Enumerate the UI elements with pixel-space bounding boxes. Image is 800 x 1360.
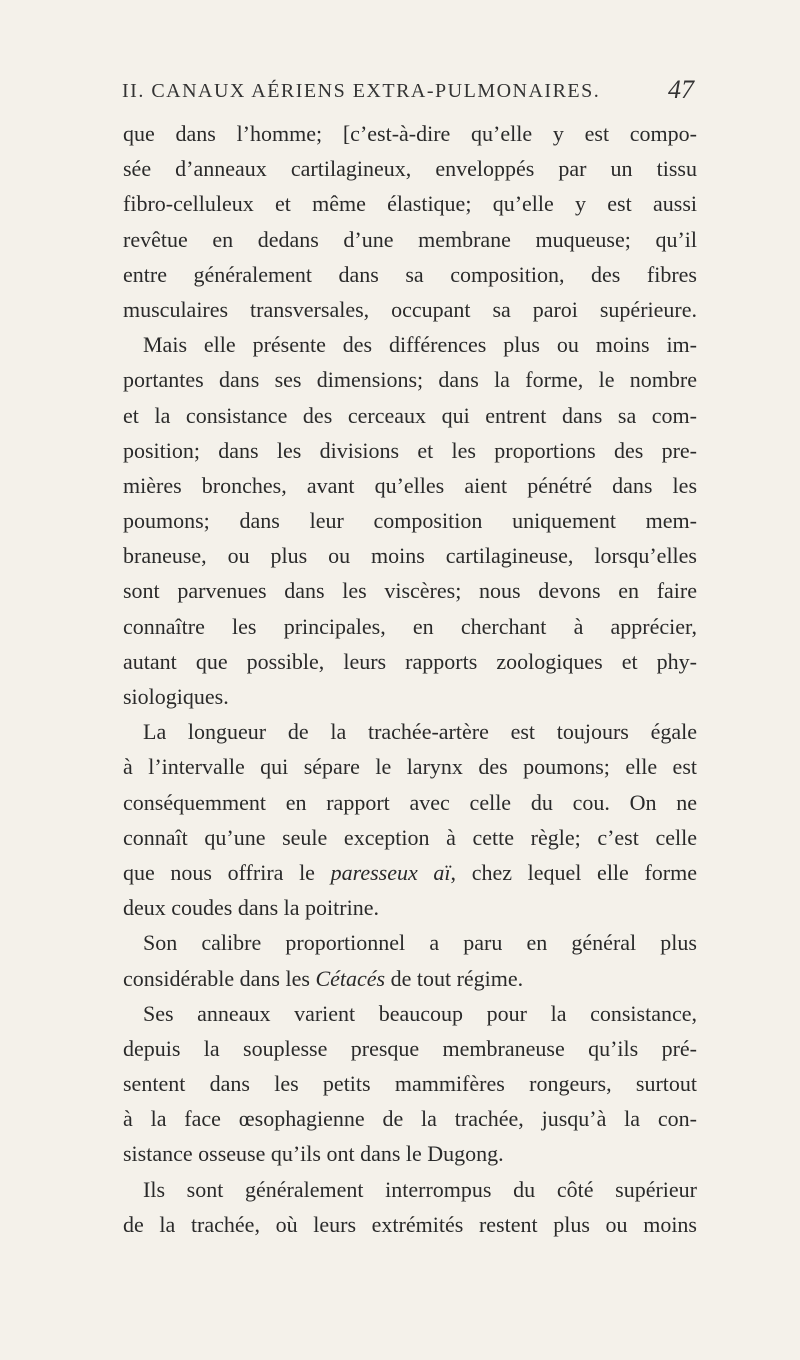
running-head xyxy=(0,75,800,112)
text-line: à la face œsophagienne de la trachée, jusqu’à la con- xyxy=(123,1106,697,1132)
body-text xyxy=(123,116,697,1242)
italic-term: Cétacés xyxy=(315,965,386,991)
italic-term: paresseux aï xyxy=(330,859,451,885)
text-line: sée d’anneaux cartilagineux, enveloppés par un tissu xyxy=(123,156,697,182)
text-line: braneuse, ou plus ou moins cartilagineuse, lorsqu’elles xyxy=(123,543,697,569)
text-line: Ses anneaux varient beaucoup pour la consistance, xyxy=(143,1000,697,1026)
text-line: Ils sont généralement interrompus du côté supérieur xyxy=(143,1176,697,1202)
text-run: de tout régime. xyxy=(385,965,524,991)
text-line xyxy=(123,855,697,890)
text-line: connaître les principales, en cherchant à apprécier, xyxy=(123,613,697,639)
text-line: entre généralement dans sa composition, des fibres xyxy=(123,261,697,287)
text-line: revêtue en dedans d’une membrane muqueuse; qu’il xyxy=(123,226,697,252)
text-line: et la consistance des cerceaux qui entrent dans sa com- xyxy=(123,402,697,428)
text-line: La longueur de la trachée-artère est toujours égale xyxy=(143,719,697,745)
text-line: sistance osseuse qu’ils ont dans le Dugong. xyxy=(123,1141,504,1167)
text-line: musculaires transversales, occupant sa paroi supérieure. xyxy=(123,296,697,322)
text-line: portantes dans ses dimensions; dans la forme, le nombre xyxy=(123,367,697,393)
running-head-title: II. CANAUX AÉRIENS EXTRA-PULMONAIRES. xyxy=(122,80,601,102)
text-line: siologiques. xyxy=(123,684,229,709)
text-line: que dans l’homme; [c’est-à-dire qu’elle y est compo- xyxy=(123,121,697,146)
text-run: considérable dans les xyxy=(123,965,316,991)
text-line: deux coudes dans la poitrine. xyxy=(123,895,379,921)
page-number: 47 xyxy=(668,75,694,104)
text-line xyxy=(123,961,697,996)
text-line: autant que possible, leurs rapports zoologiques et phy- xyxy=(123,648,697,674)
text-line: Son calibre proportionnel a paru en général plus xyxy=(143,930,697,956)
text-line: fibro-celluleux et même élastique; qu’elle y est aussi xyxy=(123,191,697,217)
text-line: Mais elle présente des différences plus ou moins im- xyxy=(143,332,697,358)
text-line: poumons; dans leur composition uniquement mem- xyxy=(123,508,697,534)
text-run: que nous offrira le xyxy=(123,859,331,885)
text-run: , chez lequel elle forme xyxy=(450,859,697,885)
text-line: sentent dans les petits mammifères rongeurs, surtout xyxy=(123,1071,697,1097)
text-line: connaît qu’une seule exception à cette règle; c’est celle xyxy=(123,824,697,850)
text-line: de la trachée, où leurs extrémités restent plus ou moins xyxy=(123,1211,697,1237)
text-line: sont parvenues dans les viscères; nous devons en faire xyxy=(123,578,697,604)
text-line: mières bronches, avant qu’elles aient pénétré dans les xyxy=(123,472,697,498)
text-line: position; dans les divisions et les proportions des pre- xyxy=(123,437,697,463)
text-line: à l’intervalle qui sépare le larynx des poumons; elle est xyxy=(123,754,697,780)
text-line: conséquemment en rapport avec celle du cou. On ne xyxy=(123,789,697,815)
text-line: depuis la souplesse presque membraneuse qu’ils pré- xyxy=(123,1035,697,1061)
